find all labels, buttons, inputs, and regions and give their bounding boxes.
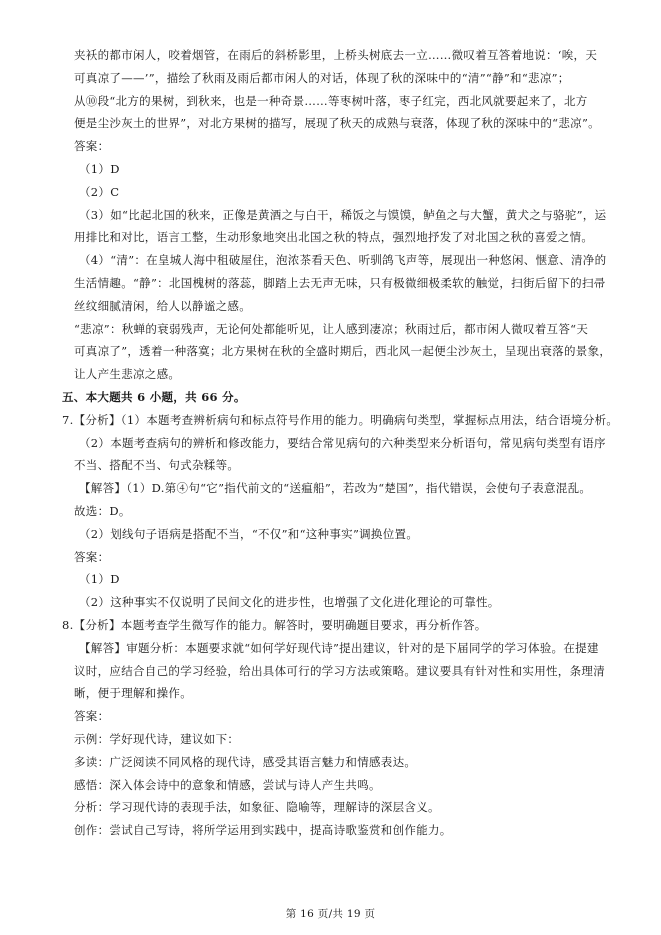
section-heading: 五、本大题共 6 小题，共 66 分。 (62, 389, 246, 404)
page-footer: 第 16 页/共 19 页 (285, 908, 376, 920)
text-line: 用排比和对比，语言工整，生动形象地突出北国之秋的特点，强烈地抒发了对北国之秋的喜爱之情。 (74, 230, 594, 245)
text-line: 多读：广泛阅读不同风格的现代诗，感受其语言魅力和情感表达。 (74, 754, 417, 769)
text-line: （2）这种事实不仅说明了民间文化的进步性，也增强了文化进化理论的可靠性。 (79, 595, 500, 610)
text-line: 【解答】（1）D.第④句“它”指代前文的“送瘟船”，若改为“楚国”，指代错误，会使句子表意混乱。 (79, 481, 592, 496)
text-line: （2）本题考查病句的辨析和修改能力，要结合常见病句的六种类型来分析语句，常见病句类型有语序 (79, 435, 606, 450)
text-line: 丝纹细腻清闲，给人以静谧之感。 (74, 298, 251, 313)
text-line: 让人产生悲凉之感。 (74, 367, 181, 382)
text-line: （1）D (79, 572, 120, 587)
text-line: 晰，便于理解和操作。 (74, 686, 192, 701)
text-line: 感悟：深入体会诗中的意象和情感，尝试与诗人产生共鸣。 (74, 777, 381, 792)
text-line: 故选：D。 (74, 503, 131, 518)
text-line: 示例：学好现代诗，建议如下： (74, 731, 240, 746)
text-line: 便是尘沙灰土的世界”，对北方果树的描写，展现了秋天的成熟与衰落，体现了秋的深味中的“悲凉”。 (74, 116, 600, 131)
text-line: 不当、搭配不当、句式杂糅等。 (74, 458, 240, 473)
text-line: 可真凉了”，透着一种落寞；北方果树在秋的全盛时期后，西北风一起便尘沙灰土，呈现出衰落的景象， (74, 344, 612, 359)
page-content (62, 44, 619, 842)
text-line: 答案： (74, 139, 110, 154)
text-line: 【解答】审题分析：本题要求就“如何学好现代诗”提出建议，针对的是下届同学的学习体验。在提建 (79, 640, 599, 655)
text-line: 生活情趣。“静”：北国槐树的落蕊，脚踏上去无声无味，只有极微细极柔软的触觉，扫街后留下的扫帚 (74, 275, 606, 290)
text-line: 可真凉了——’”，描绘了秋雨及雨后都市闲人的对话，体现了秋的深味中的“清”“静”和“悲凉”； (74, 70, 570, 85)
text-line: （2）C (79, 184, 120, 199)
text-line: “悲凉”：秋蝉的衰弱残声，无论何处都能听见，让人感到凄凉；秋雨过后，都市闲人微叹着互答“天 (74, 321, 589, 336)
text-line: 分析：学习现代诗的表现手法，如象征、隐喻等，理解诗的深层含义。 (74, 800, 440, 815)
question-7-analysis: 7.【分析】（1）本题考查辨析病句和标点符号作用的能力。明确病句类型，掌握标点用法，结合语境分析。 (62, 412, 619, 427)
text-line: 夹袄的都市闲人，咬着烟管，在雨后的斜桥影里，上桥头树底去一立……微叹着互答着地说：‘唉，天 (74, 48, 598, 62)
text-line: 议时，应结合自己的学习经验，给出具体可行的学习方法或策略。建议要具有针对性和实用性，条理清 (74, 663, 605, 678)
text-line: （1）D (79, 161, 120, 176)
text-line: （2）划线句子语病是搭配不当，“不仅”和“这种事实”调换位置。 (79, 526, 419, 541)
text-line: （3）如“比起北国的秋来，正像是黄酒之与白干，稀饭之与馍馍，鲈鱼之与大蟹，黄犬之与骆驼”，运 (79, 207, 607, 222)
text-line: 创作：尝试自己写诗，将所学运用到实践中，提高诗歌鉴赏和创作能力。 (74, 823, 452, 838)
text-line: 答案： (74, 549, 110, 564)
text-line: （4）“清”：在皇城人海中租破屋住，泡浓茶看天色、听驯鸽飞声等，展现出一种悠闲、惬意、清净的 (79, 253, 607, 268)
text-line: 答案： (74, 709, 110, 724)
question-8-analysis: 8.【分析】本题考查学生微写作的能力。解答时，要明确题目要求，再分析作答。 (62, 617, 487, 632)
text-line: 从⑩段“北方的果树，到秋来，也是一种奇景……等枣树叶落，枣子红完，西北风就要起来了，北方 (74, 93, 588, 108)
